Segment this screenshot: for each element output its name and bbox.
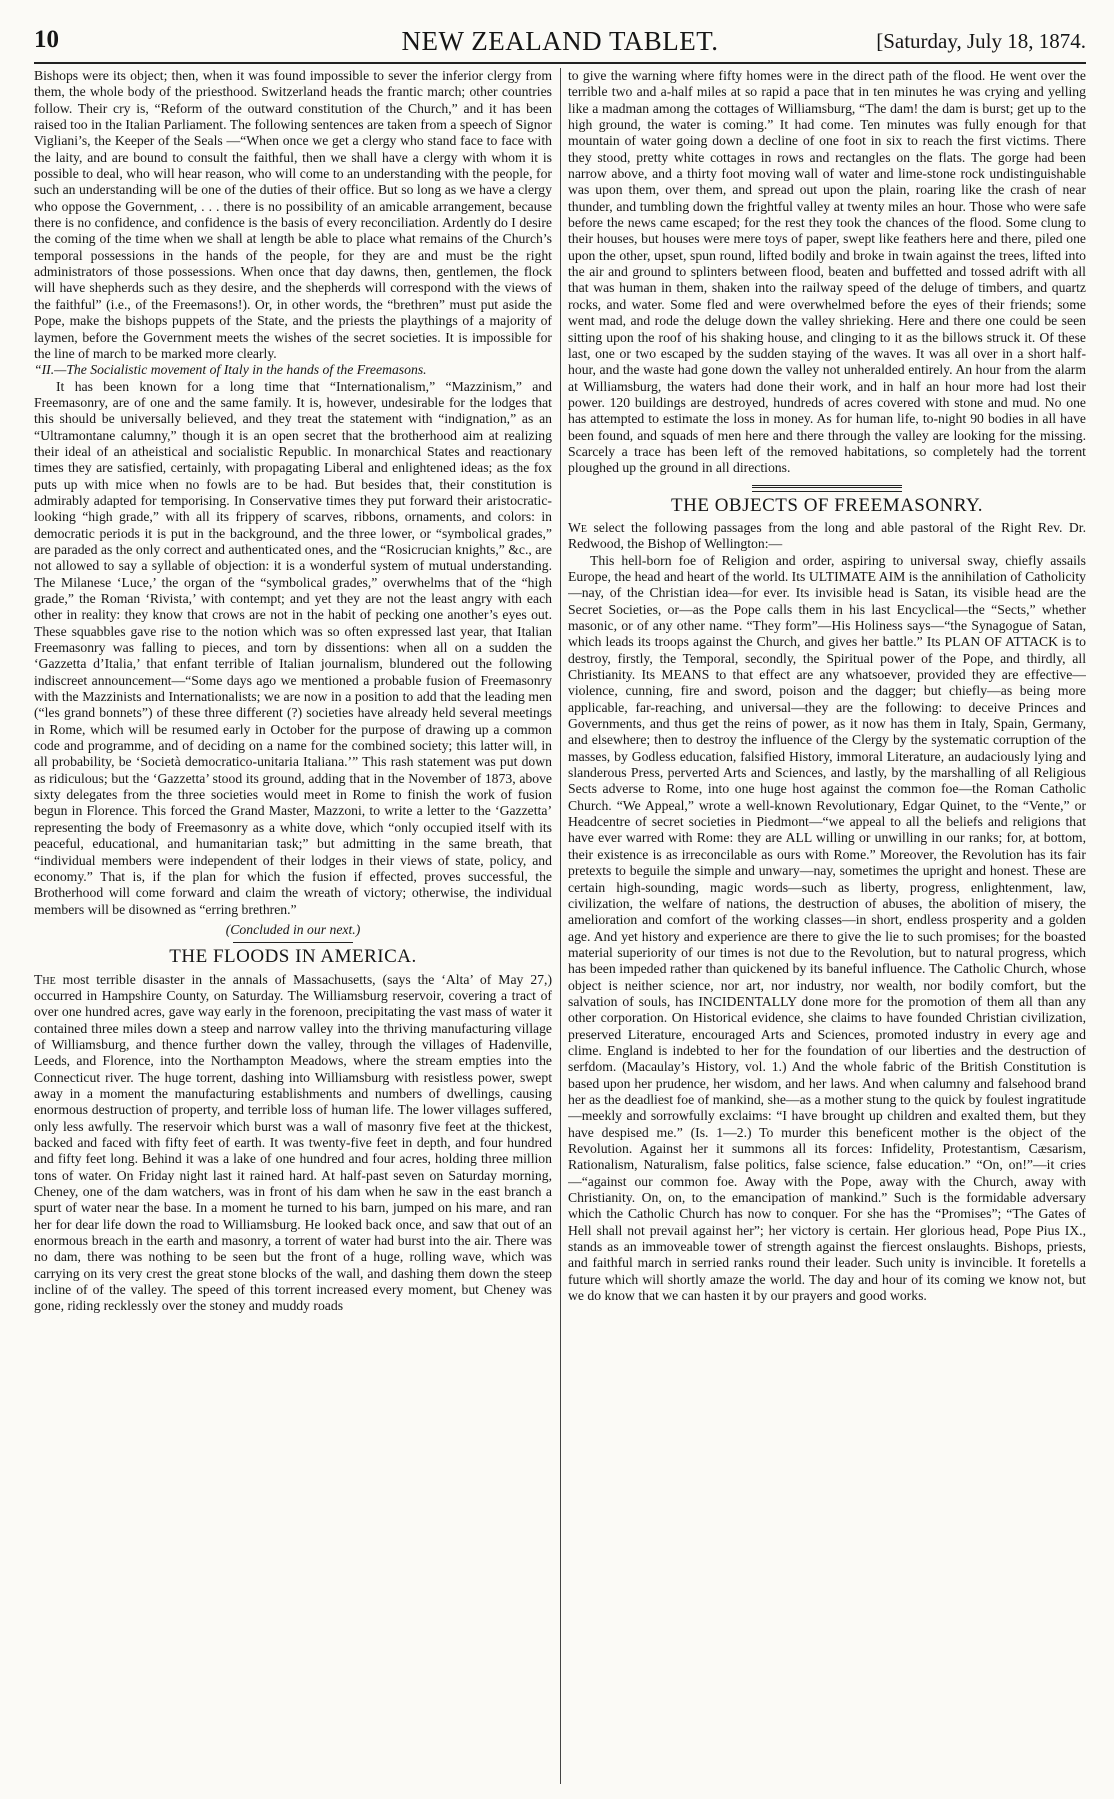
floods-lead-word: The [34, 971, 56, 987]
objects-paragraph: This hell-born foe of Religion and order, aspiring to universal sway, chiefly assails Europe, the head and heart of the world. Its ULTIMATE AIM is the annihilation of Catholicity—nay, of the Christian idea—for ever. Its invisible head is Satan, its visible head are the Secret Societies, or—as the Pope calls them in his last Encyclical—the “Sects,” whether masonic, or of any other name. “They form”—His Holiness says—“the Synagogue of Satan, which leads its troops against the Church, and gives her battle.” Its PLAN OF ATTACK is to destroy, firstly, the Temporal, secondly, the Spiritual power of the Pope, and thirdly, all Christianity. Its MEANS to that effect are any whatsoever, provided they are effective—violence, cunning, fire and sword, poison and the dagger; but chiefly—as being more applicable, far-reaching, and universal—they are the following: to deceive Princes and Governments, and thus get the reins of power, as it now has them in Italy, Spain, Germany, and elsewhere; then to destroy the influence of the Clergy by the systematic corruption of the masses, by Godless education, falsified History, immoral Literature, an audaciously lying and slanderous Press, perverted Arts and Sciences, and lastly, by the marshalling of all Religious Sects adverse to Rome, into one huge host against the common foe—the Roman Catholic Church. “We Appeal,” wrote a well-known Revolutionary, Edgar Quinet, to the “Vente,” or Headcentre of secret societies in Piedmont—“we appeal to all the beliefs and religions that have ever warred with Rome: they are ALL willing or unwilling in our ranks; for, at bottom, their existence is as irreconcilable as ours with Rome.” Moreover, the Revolution has its fair pretexts to beguile the simple and unwary—nay, sometimes the upright and honest. These are certain high-sounding, magic words—such as liberty, progress, enlightenment, law, civilization, the welfare of nations, the destruction of abuses, the abolition of misery, the amelioration and comfort of the working classes—in short, endless prosperity and a golden age. And yet history and experience are there to give the lie to such promises; for the boasted material superiority of our times is not due to the Revolution, but to natural progress, which has been impeded rather than quickened by its baneful influence. The Catholic Church, whose object is neither science, nor art, nor industry, nor wealth, nor bodily comfort, but the salvation of souls, has INCIDENTALLY done more for the promotion of them all than any other corporation. On Historical evidence, she claims to have founded Christian civilization, preserved Literature, encouraged Arts and Sciences, promoted industry in every age and clime. England is indebted to her for the foundation of our liberties and the destruction of serfdom. (Macaulay’s History, vol. 1.) And the whole fabric of the British Constitution is based upon her prudence, her wisdom, and her laws. And when calumny and falsehood brand her as the deadliest foe of mankind, she—as a mother stung to the quick by foulest ingratitude—meekly and sorrowfully exclaims: “I have brought up children and exalted them, but they have despised me.” (Is. 1—2.) To murder this beneficent mother is the object of the Revolution. Against her it summons all its forces: Infidelity, Protestantism, Cæsarism, Rationalism, Naturalism, false politics, false science, false education.” “On, on!”—it cries—“against our common foe. Away with the Pope, away with the Church, away with Christianity. On, on, to the emancipation of mankind.” Such is the formidable adversary which the Catholic Church has now to conquer. For she has the “Promises”; “The Gates of Hell shall not prevail against her”; her victory is certain. Her glorious head, Pope Pius IX., stands as an immoveable tower of strength against the fiercest onslaughts. Bishops, priests, and faithful march in serried ranks round their leader. Such unity is invincible. It foretells a future which will shortly amaze the world. The day and hour of its coming we know not, but we do know that we can hasten it by our prayers and good works. [568, 552, 1086, 1304]
section-subheading: “II.—The Socialistic movement of Italy in the hands of the Freemasons. [34, 362, 427, 378]
right-column [568, 68, 1086, 1784]
header-rule [34, 62, 1086, 64]
objects-intro [568, 520, 1086, 553]
floods-continuation: to give the warning where fifty homes were in the direct path of the flood. He went over the terrible two and a-half miles at so rapid a pace that in ten minutes he was crying and yelling like a madman among the cottages of Williamsburg, “The dam! the dam is burst; get up to the high ground, the water is coming.” It had come. Ten minutes was fully enough for that mountain of water going down a decline of one foot in six to reach the first victims. There they stood, pretty white cottages in rows and rectangles on the flats. The gorge had been narrow above, and a thirty foot moving wall of water and lime-stone rock undistinguishable was upon them, over them, and spread out upon the plain, roaring like the crash of near thunder, and tumbling down the frightful valley at twenty miles an hour. Those who were safe before the news came escaped; for the rest they took the chances of the flood. Some clung to their houses, but houses were mere toys of paper, swept like feathers here and there, piled one upon the other, upset, spun round, lifted bodily and broke in twain against the trees, lifted into the air and ground to splinters between flood, beaten and buffetted and tossed adrift with all that was human in them, shaken into the railway speed of the deluge of timbers, and quartz rocks, and water. Some fled and were overwhelmed before the eyes of their friends; some went mad, and rode the deluge down the valley shrieking. Here and there one could be seen sitting upon the roof of his shaking house, and clinging to it as the billows struck it. Of these last, one or two escaped by the sudden staying of the waves. It was all over in a short half-hour, and the waste had gone down the valley not unheralded entirely. An hour from the alarm at Williamsburg, the waters had done their work, and in half an hour more had lost their power. 120 buildings are destroyed, hundreds of acres covered with stone and mud. No one has attempted to estimate the loss in money. As for human life, to-night 90 bodies in all have been found, and squads of men here and there through the valley are looking for the missing. Scarcely a trace has been left of the removed habitations, so completely had the torrent ploughed up the ground in all directions. [568, 68, 1086, 476]
floods-body: most terrible disaster in the annals of Massachusetts, (says the ‘Alta’ of May 27,) occurred in Hampshire County, on Saturday. The Williamsburg reservoir, covering a tract of over one hundred acres, gave way early in the forenoon, precipitating the vast mass of water it contained three miles down a steep and narrow valley into the thriving manufacturing village of Williamsburg, and thence further down the valley, through the villages of Hadenville, Leeds, and Florence, into the Northampton Meadows, where the stream empties into the Connecticut river. The huge torrent, dashing into Williamsburg with resistless power, swept away in a moment the manufacturing establishments and numbers of dwellings, causing enormous destruction of property, and terrible loss of human life. The lower villages suffered, only less awfully. The reservoir which burst was a wall of masonry five feet at the thickest, backed and faced with fifty feet of earth. It was twenty-five feet in depth, and four hundred and fifty feet long. Behind it was a lake of one hundred and four acres, holding three million tons of water. On Friday night last it rained hard. At half-past seven on Saturday morning, Cheney, one of the dam watchers, was in front of his dam when he saw in the east branch a spurt of water near the base. In a moment he turned to his barn, jumped on his mare, and ran her for dear life down the road to Williamsburg. He looked back once, and saw that out of an enormous breach in the earth and masonry, a torrent of water had burst into the air. There was no dam, there was nothing to be seen but the front of a huge, rolling wave, which was carrying on its very crest the great stone blocks of the wall, and dashing them down the steep incline of of the valley. The speed of this torrent increased every moment, but Cheney was gone, riding recklessly over the stoney and muddy roads [34, 971, 552, 1314]
floods-headline: THE FLOODS IN AMERICA. [169, 946, 417, 968]
paper-title: NEW ZEALAND TABLET. [401, 26, 719, 56]
section-divider [233, 942, 353, 943]
masthead [34, 26, 1086, 58]
article-continuation: Bishops were its object; then, when it was found impossible to sever the inferior clergy from them, the whole body of the priesthood. Switzerland heads the frantic march; other countries follow. Their cry is, “Reform of the outward constitution of the Church,” and it has been raised too in the Italian Parliament. The following sentences are taken from a speech of Signor Vigliani’s, the Keeper of the Seals —“When once we get a clergy who stand face to face with the laity, and are bound to consult the faithful, then we shall have a clergy with whom it is possible to deal, who will hear reason, who will come to an understanding with the people, for such an understanding will be one of the duties of their office. But so long as we have a clergy who oppose the Government, . . . there is no possibility of an amicable arrangement, because there is no confidence, and confidence is the basis of every reconciliation. Ardently do I desire the coming of the time when we shall at length be able to place what remains of the Church’s temporal possessions in the hands of the people, for they are and must be the right administrators of those possessions. When once that day dawns, then, gentlemen, the flock will have shepherds such as they desire, and the shepherds will correspond with the views of the faithful” (i.e., of the Freemasons!). Or, in other words, the “brethren” must put aside the Pope, make the bishops puppets of the State, and the priests the playthings of a majority of laymen, before the Government meets the wishes of the secret societies. It is impossible for the line of march to be marked more clearly. [34, 68, 552, 361]
page-number: 10 [34, 26, 59, 53]
issue-date: [Saturday, July 18, 1874. [876, 29, 1086, 53]
objects-headline: THE OBJECTS OF FREEMASONRY. [671, 494, 983, 516]
article-paragraph: It has been known for a long time that “Internationalism,” “Mazzinism,” and Freemasonry, are of one and the same family. It is, however, undesirable for the lodges that this should be universally believed, and they treat the statement with “indignation,” as an “Ultramontane calumny,” though it is an open secret that the brotherhood aim at realizing their ideal of an atheistical and socialistic Republic. In monarchical States and reactionary times they are satisfied, certainly, with propagating Liberal and enlightened ideas; as the fox puts up with mice when no fowls are to be had. But besides that, their constitution is admirably adapted for temporising. In Conservative times they put forward their aristocratic-looking “high grade,” with all its frippery of scarves, ribbons, ornaments, and colors: in democratic periods it is put in the background, and the three lower, or “symbolical grades,” are paraded as the only correct and authenticated ones, and the “Rosicrucian knights,” &c., are not allowed to say a syllable of objection: it is a wonderful system of mutual understanding. The Milanese ‘Luce,’ the organ of the “symbolical grades,” overwhelms that of the “high grade,” the Roman ‘Rivista,’ with contempt; and yet they are not the least angry with each other in reality: they know that crows are not in the habit of pecking one another’s eyes out. These squabbles gave rise to the notion which was so often expressed last year, that Italian Freemasonry was falling to pieces, and torn by dissentions: when all on a sudden the ‘Gazzetta d’Italia,’ that enfant terrible of Italian journalism, blundered out the following indiscreet announcement—“Some days ago we mentioned a probable fusion of Freemasonry with the Mazzinists and Internationalists; we are now in a position to add that the leading men (“les grand bonnets”) of these three different (?) societies have already held several meetings in Rome, which will be resumed early in October for the purpose of drawing up a common code and programme, and of deciding on a name for the combined society; this latter will, in all probability, be ‘Società democratico-unitaria Italiana.’” This rash statement was put down as ridiculous; but the ‘Gazzetta’ stood its ground, adding that in the November of 1873, above sixty delegates from the three societies would meet in Rome to finish the work of fusion begun in Florence. This forced the Grand Master, Mazzoni, to write a letter to the ‘Gazzetta’ representing the body of Freemasonry as a white dove, which “only occupied itself with its peaceful, educational, and humanitarian task;” but admitting in the same breath, that “individual members were independent of their lodges in their views of state, policy, and economy.” That is, if the plan for which the fusion if effected, proves successful, the Brotherhood will come forward and claim the wreath of victory; otherwise, the individual members will be disowned as “erring brethren.” [34, 378, 552, 917]
section-divider [752, 485, 902, 492]
column-divider [560, 68, 561, 1784]
left-column [34, 68, 552, 1784]
objects-intro-text: select the following passages from the long and able pastoral of the Right Rev. Dr. Redwood, the Bishop of Wellington:— [568, 519, 1086, 552]
objects-lead-word: We [568, 519, 588, 535]
newspaper-page [34, 26, 1086, 1786]
floods-paragraph [34, 972, 552, 1315]
continued-note: (Concluded in our next.) [225, 921, 361, 937]
